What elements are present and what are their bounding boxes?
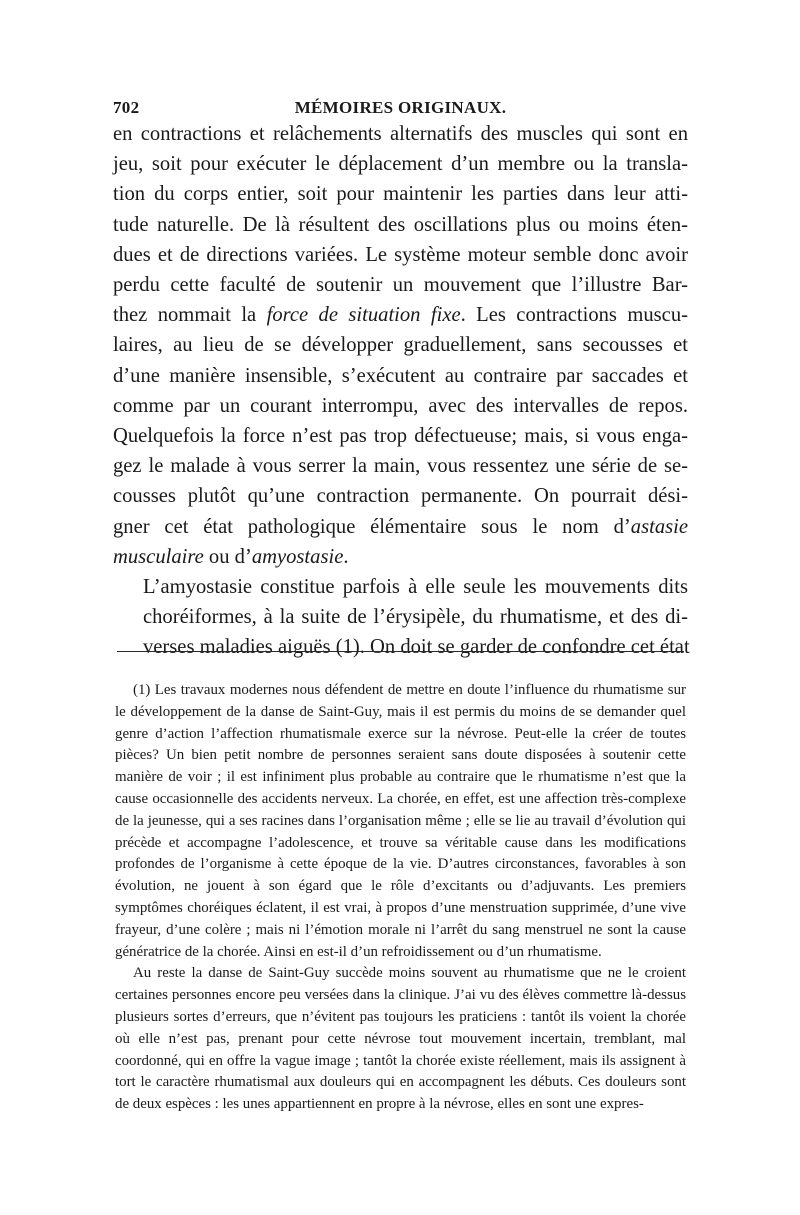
text-segment: gner cet état pathologique élémentaire sous le nom d’ bbox=[113, 515, 631, 538]
footnote-paragraph-2: Au reste la danse de Saint-Guy succède moins souvent au rhumatisme que ne le croient certaines personnes encore peu versées dans la clinique. J’ai vu des élèves commettre là-dessus plusieurs sortes d’erreurs, que n’évitent pas toujours les praticiens : tantôt ils voient la chorée où elle n’est pas, prenant pour cette névrose tout mouvement incertain, tremblant, mal coordonné, qui en offre la vague image ; tantôt la chorée existe réellement, mais ils assignent à tort le caractère rhumatismal aux douleurs qui en accompagnent les débuts. Ces douleurs sont de deux espèces : les unes appartiennent en propre à la névrose, elles en sont une expres- bbox=[115, 965, 686, 1113]
text-line: comme par un courant interrompu, avec des intervalles de repos. bbox=[113, 394, 688, 417]
text-line: verses maladies aiguës (1). On doit se garder de confondre cet état bbox=[143, 636, 690, 659]
footnote bbox=[115, 680, 686, 1116]
text-line: en contractions et relâchements alternatifs des muscles qui sont en bbox=[113, 123, 688, 145]
italic-term: amyostasie bbox=[251, 545, 344, 568]
text-line bbox=[113, 542, 688, 572]
italic-term: astasie bbox=[630, 515, 688, 538]
text-segment: ou d’ bbox=[203, 545, 252, 568]
text-line: d’une manière insensible, s’exécutent au contraire par saccades et bbox=[113, 364, 688, 387]
running-title: MÉMOIRES ORIGINAUX. bbox=[294, 98, 507, 117]
text-line bbox=[113, 512, 688, 542]
text-line: dues et de directions variées. Le système moteur semble donc avoir bbox=[113, 243, 688, 266]
text-line: L’amyostasie constitue parfois à elle seule les mouvements dits bbox=[143, 576, 688, 599]
text-line: jeu, soit pour exécuter le déplacement d’un membre ou la transla- bbox=[113, 153, 688, 176]
paragraph-1 bbox=[113, 119, 688, 572]
text-line: perdu cette faculté de soutenir un mouvement que l’illustre Bar- bbox=[113, 274, 688, 297]
page-number: 702 bbox=[113, 98, 140, 117]
text-line: tion du corps entier, soit pour maintenir les parties dans leur atti- bbox=[113, 183, 688, 206]
italic-term: force de situation fixe bbox=[266, 304, 461, 327]
text-segment: . Les contractions muscu- bbox=[460, 304, 688, 327]
text-segment: thez nommait la bbox=[113, 304, 267, 327]
footnote-paragraph-1: (1) Les travaux modernes nous défendent de mettre en doute l’influence du rhumatisme sur le développement de la danse de Saint-Guy, mais il est permis du moins de se demander quel genre d’action l’affection rhumatismale exerce sur la névrose. Peut-elle la créer de toutes pièces? Un bien petit nombre de personnes seraient sans doute disposées à soutenir cette manière de voir ; il est infiniment plus probable au contraire que le rhumatisme n’est que la cause occasionnelle des accidents nerveux. La chorée, en effet, est une affection très-complexe de la jeunesse, qui a ses racines dans l’organisation même ; elle se lie au travail d’évolution qui précède et accompagne l’adolescence, et trouve sa véritable cause dans les modifications profondes de l’organisme à cette époque de la vie. D’autres circonstances, favorables à son évolution, ne jouent à son égard que le rôle d’excitants ou d’adjuvants. Les premiers symptômes choréiques éclatent, il est vrai, à propos d’une menstruation supprimée, d’une vive frayeur, d’une colère ; mais ni l’émotion morale ni l’arrêt du sang menstruel ne sont la cause génératrice de la chorée. Ainsi en est-il d’un refroidissement ou d’un rhumatisme. bbox=[115, 682, 686, 960]
text-line: choréiformes, à la suite de l’érysipèle, du rhumatisme, et des di- bbox=[143, 606, 688, 629]
text-segment: . bbox=[343, 545, 349, 568]
text-line: gez le malade à vous serrer la main, vous ressentez une série de se- bbox=[113, 455, 688, 478]
text-line: laires, au lieu de se développer graduellement, sans secousses et bbox=[113, 334, 688, 357]
text-line: tude naturelle. De là résultent des oscillations plus ou moins éten- bbox=[113, 213, 688, 236]
footnote-divider bbox=[117, 651, 684, 652]
main-text bbox=[113, 119, 688, 663]
text-line: cousses plutôt qu’une contraction permanente. On pourrait dési- bbox=[113, 485, 688, 508]
paragraph-2 bbox=[113, 572, 688, 663]
text-line bbox=[113, 300, 688, 330]
text-line: Quelquefois la force n’est pas trop défectueuse; mais, si vous enga- bbox=[113, 425, 688, 448]
italic-term: musculaire bbox=[113, 545, 204, 568]
